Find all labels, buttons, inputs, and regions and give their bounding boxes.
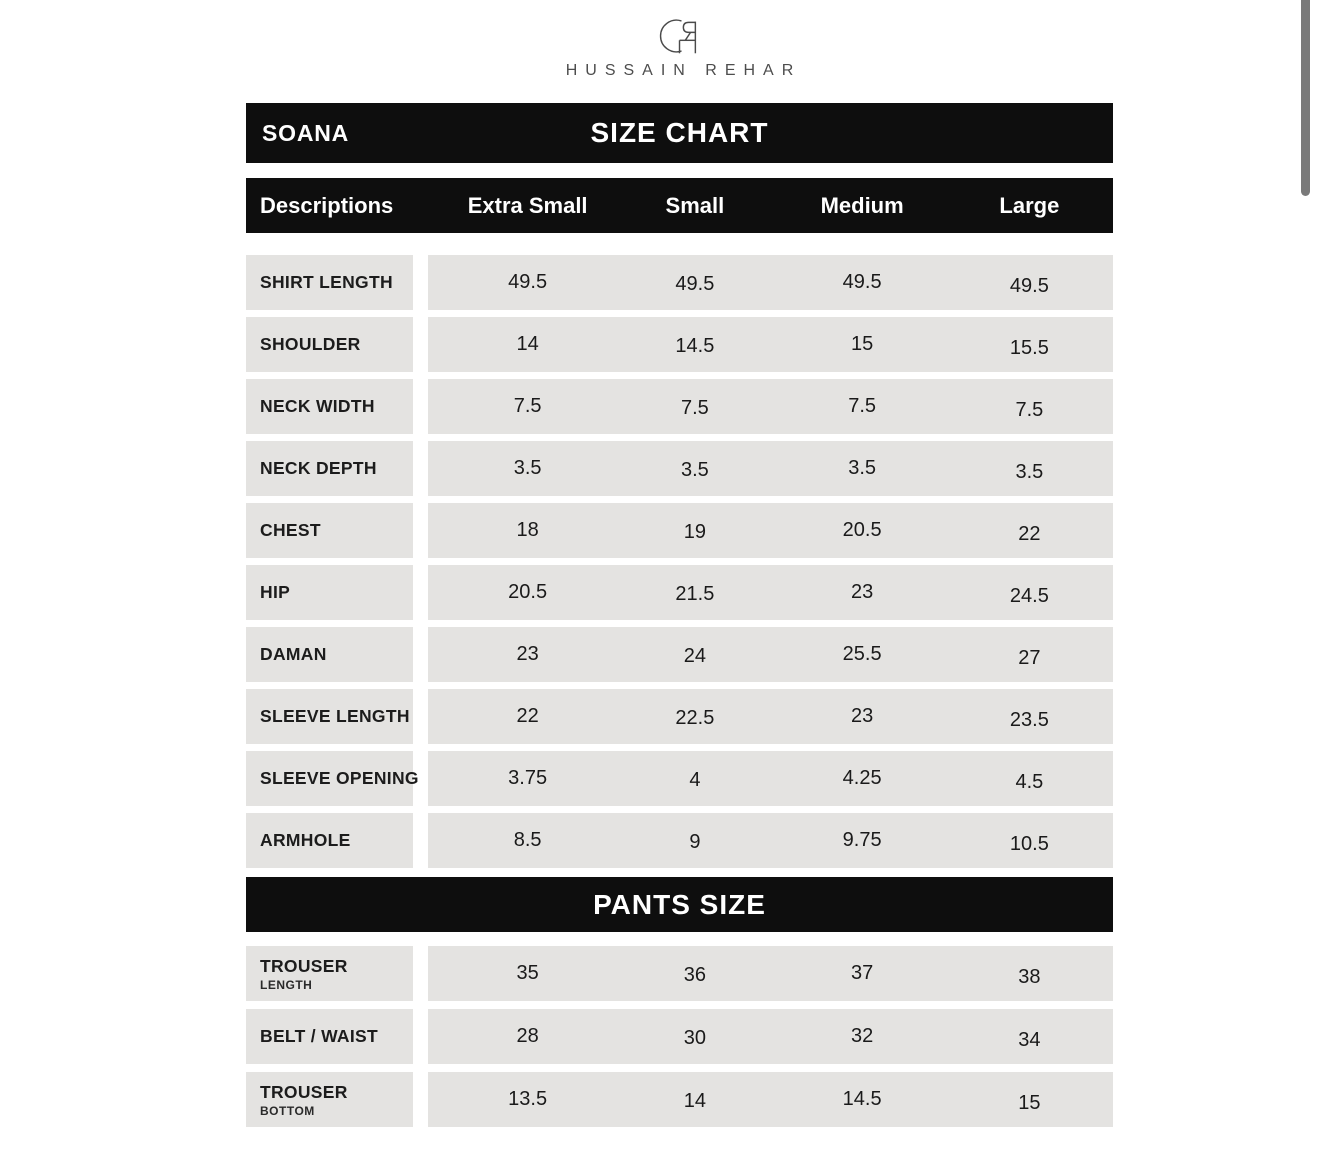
table-row: [246, 255, 1113, 310]
brand-name: HUSSAIN REHAR: [565, 62, 802, 79]
cell-value: 3.5: [848, 457, 877, 479]
row-values: [428, 317, 1113, 372]
column-header-large: Large: [999, 192, 1060, 218]
hussain-rehar-monogram-icon: [656, 12, 704, 60]
cell-value: 38: [1018, 966, 1041, 988]
column-header-descriptions: Descriptions: [260, 192, 394, 218]
row-label: [246, 751, 419, 806]
table-row: [246, 689, 1113, 744]
row-label: [246, 813, 413, 868]
table-row: [246, 1009, 1113, 1064]
size-chart-title: SIZE CHART: [590, 117, 769, 148]
table-row: [246, 503, 1113, 558]
cell-value: 24.5: [1009, 585, 1049, 607]
row-label: [246, 379, 413, 434]
cell-value: 21.5: [675, 583, 715, 605]
cell-value: 3.5: [1015, 461, 1044, 483]
cell-value: 37: [851, 962, 874, 984]
row-label: [246, 565, 413, 620]
cell-value: 23.5: [1009, 709, 1049, 731]
row-values: [428, 751, 1113, 806]
cell-value: 3.5: [680, 459, 709, 481]
cell-value: 49.5: [1009, 275, 1049, 297]
row-label: [246, 1072, 413, 1127]
brand-header: [246, 0, 1113, 103]
table-row: [246, 379, 1113, 434]
cell-value: 49.5: [675, 273, 715, 295]
row-values: [428, 1009, 1113, 1064]
row-label-text: SLEEVE OPENING: [260, 768, 419, 788]
row-label-text: TROUSER: [260, 1081, 348, 1102]
cell-value: 34: [1018, 1029, 1041, 1051]
size-chart: [246, 0, 1113, 1135]
row-label-text: SHIRT LENGTH: [260, 272, 393, 292]
cell-value: 9: [689, 831, 701, 853]
pants-size-title-bar: [246, 877, 1113, 932]
cell-value: 36: [683, 964, 706, 986]
cell-value: 3.75: [508, 767, 548, 789]
cell-value: 14: [683, 1090, 706, 1112]
cell-value: 22: [516, 705, 539, 727]
table-row: [246, 317, 1113, 372]
row-label: [246, 689, 413, 744]
vertical-scrollbar-thumb[interactable]: [1301, 0, 1310, 196]
row-values: [428, 379, 1113, 434]
cell-value: 7.5: [680, 397, 709, 419]
row-label: [246, 503, 413, 558]
cell-value: 10.5: [1009, 833, 1049, 855]
row-label-text: CHEST: [260, 520, 321, 540]
row-label-text: ARMHOLE: [260, 830, 351, 850]
row-label-text: BELT / WAIST: [260, 1026, 378, 1046]
cell-value: 24: [683, 645, 706, 667]
cell-value: 22.5: [675, 707, 715, 729]
cell-value: 9.75: [842, 829, 882, 851]
row-label-text: SHOULDER: [260, 334, 361, 354]
cell-value: 4.5: [1015, 771, 1044, 793]
row-label: [246, 946, 413, 1001]
row-label: [246, 317, 413, 372]
table-row: [246, 441, 1113, 496]
pants-measurement-rows: [246, 946, 1113, 1127]
row-sublabel-text: LENGTH: [260, 977, 313, 992]
row-label-text: NECK DEPTH: [260, 458, 377, 478]
cell-value: 35: [516, 962, 539, 984]
cell-value: 8.5: [513, 829, 542, 851]
cell-value: 23: [851, 581, 874, 603]
cell-value: 28: [516, 1025, 539, 1047]
cell-value: 20.5: [842, 519, 882, 541]
table-row: [246, 946, 1113, 1001]
size-column-headers: [428, 193, 1113, 219]
cell-value: 15: [851, 333, 874, 355]
row-label-text: HIP: [260, 582, 291, 602]
row-label-text: TROUSER: [260, 955, 348, 976]
row-values: [428, 441, 1113, 496]
cell-value: 14.5: [675, 335, 715, 357]
row-label: [246, 441, 413, 496]
cell-value: 15: [1018, 1092, 1041, 1114]
row-label: [246, 255, 413, 310]
table-row: [246, 751, 1113, 806]
cell-value: 22: [1018, 523, 1041, 545]
table-row: [246, 627, 1113, 682]
row-label: [246, 1009, 413, 1064]
row-values: [428, 255, 1113, 310]
table-row: [246, 813, 1113, 868]
cell-value: 7.5: [513, 395, 542, 417]
row-label-text: DAMAN: [260, 644, 327, 664]
column-header-small: Small: [665, 192, 725, 218]
cell-value: 7.5: [1015, 399, 1044, 421]
column-header-bar: [246, 178, 1113, 233]
row-label-text: NECK WIDTH: [260, 396, 375, 416]
cell-value: 27: [1018, 647, 1041, 669]
row-values: [428, 565, 1113, 620]
cell-value: 20.5: [508, 581, 548, 603]
table-row: [246, 565, 1113, 620]
shirt-measurement-rows: [246, 255, 1113, 868]
cell-value: 15.5: [1009, 337, 1049, 359]
cell-value: 4.25: [842, 767, 882, 789]
cell-value: 30: [683, 1027, 706, 1049]
column-header-medium: Medium: [820, 192, 904, 218]
row-values: [428, 1072, 1113, 1127]
product-name: SOANA: [262, 119, 350, 146]
row-values: [428, 813, 1113, 868]
column-header-extra-small: Extra Small: [467, 192, 588, 218]
table-row: [246, 1072, 1113, 1127]
cell-value: 7.5: [848, 395, 877, 417]
row-values: [428, 946, 1113, 1001]
cell-value: 18: [516, 519, 539, 541]
cell-value: 14: [516, 333, 539, 355]
row-label-text: SLEEVE LENGTH: [260, 706, 410, 726]
cell-value: 23: [516, 643, 539, 665]
cell-value: 3.5: [513, 457, 542, 479]
cell-value: 23: [851, 705, 874, 727]
row-values: [428, 689, 1113, 744]
cell-value: 49.5: [842, 271, 882, 293]
cell-value: 4: [689, 769, 701, 791]
cell-value: 25.5: [842, 643, 882, 665]
row-sublabel-text: BOTTOM: [260, 1103, 315, 1118]
row-values: [428, 627, 1113, 682]
cell-value: 13.5: [508, 1088, 548, 1110]
cell-value: 49.5: [508, 271, 548, 293]
pants-size-title: PANTS SIZE: [593, 888, 766, 920]
row-values: [428, 503, 1113, 558]
size-chart-title-bar: [246, 103, 1113, 163]
cell-value: 19: [683, 521, 706, 543]
cell-value: 32: [851, 1025, 874, 1047]
cell-value: 14.5: [842, 1088, 882, 1110]
row-label: [246, 627, 413, 682]
